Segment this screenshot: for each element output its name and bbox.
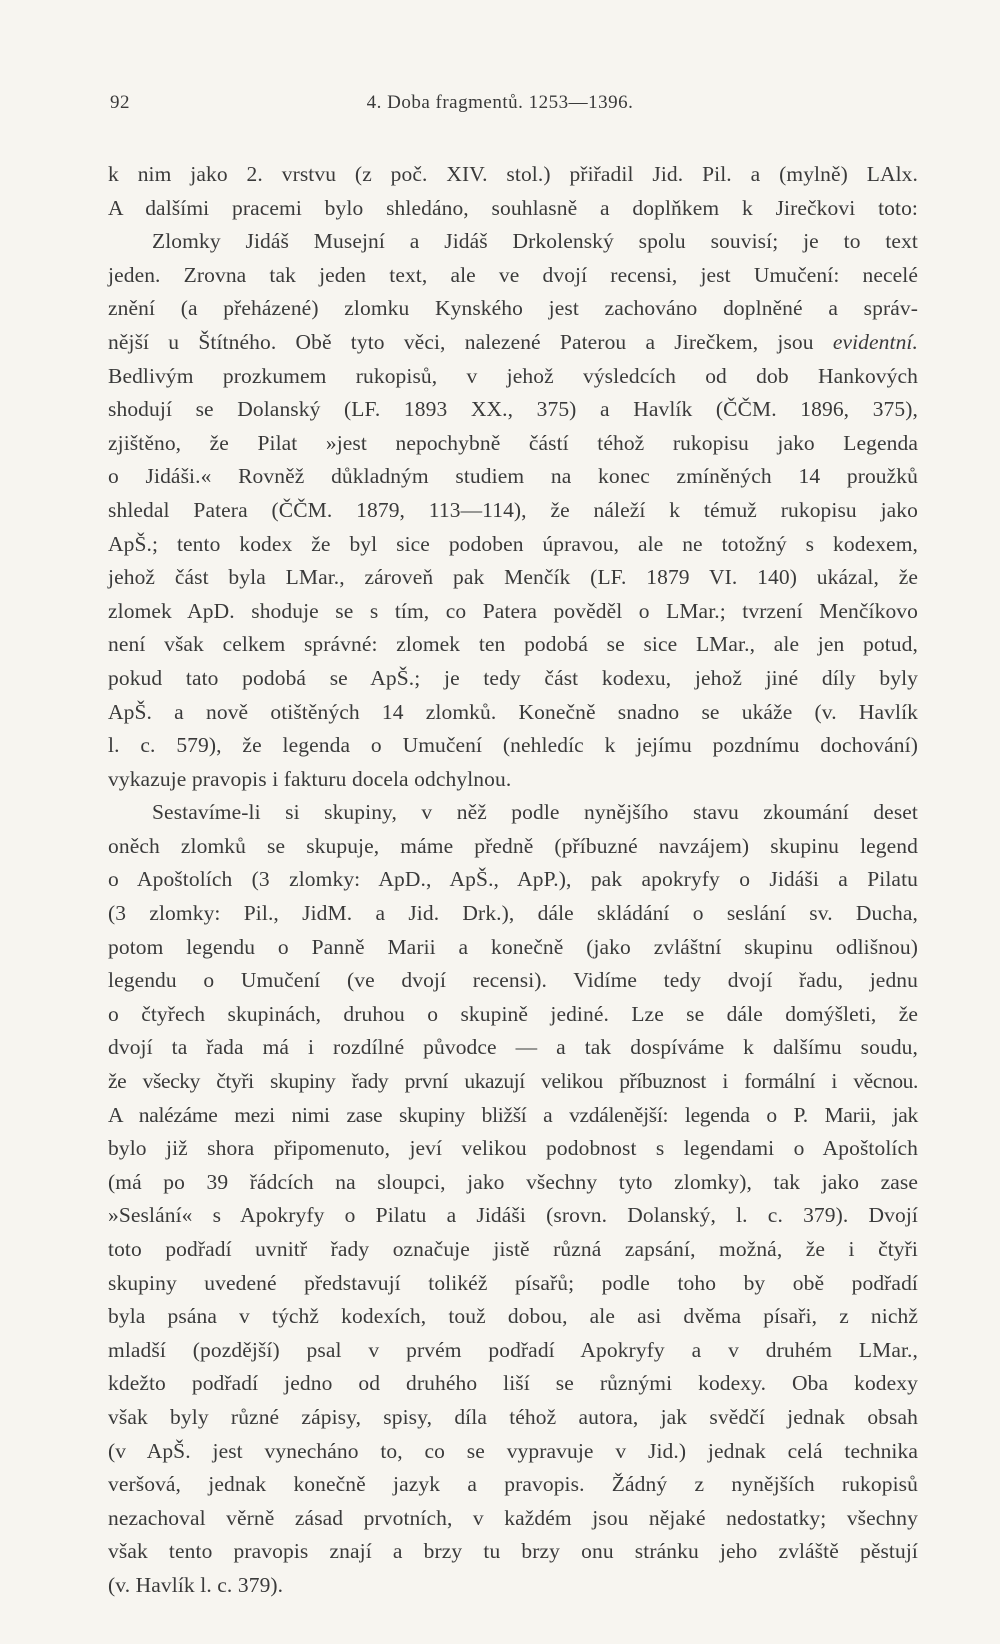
text-line: nezachoval věrně zásad prvotních, v každém jsou nějaké nedostatky; všechny <box>108 1505 918 1530</box>
text-line: ApŠ. a nově otištěných 14 zlomků. Konečně snadno se ukáže (v. Havlík <box>108 699 918 724</box>
text-line: veršová, jednak konečně jazyk a pravopis. Žádný z nynějších rukopisů <box>108 1472 918 1497</box>
text-line: A dalšími pracemi bylo shledáno, souhlasně a doplňkem k Jirečkovi toto: <box>108 195 918 220</box>
text-line: byla psána v týchž kodexích, touž dobou, ale asi dvěma písaři, z nichž <box>108 1304 918 1329</box>
text-line: kdežto podřadí jedno od druhého liší se různými kodexy. Oba kodexy <box>108 1371 918 1396</box>
text-line: potom legendu o Panně Marii a konečně (jako zvláštní skupinu odlišnou) <box>108 934 918 959</box>
text-line: pokud tato podobá se ApŠ.; je tedy část kodexu, jehož jiné díly byly <box>108 665 918 690</box>
text-line: (v ApŠ. jest vynecháno to, co se vypravuje v Jid.) jednak celá technika <box>108 1438 918 1463</box>
emphasis-text: evidentní. <box>832 329 918 354</box>
text-line: že všecky čtyři skupiny řady první ukazují velikou příbuznost i formální i věcnou. <box>108 1069 918 1094</box>
text-body <box>108 158 918 1603</box>
text-line: o Jidáši.« Rovněž důkladným studiem na konec zmíněných 14 proužků <box>108 464 918 489</box>
text-line <box>108 326 918 360</box>
text-line: skupiny uvedené představují tolikéž písařů; podle toho by obě podřadí <box>108 1270 918 1295</box>
text-line: o čtyřech skupinách, druhou o skupině jediné. Lze se dále domýšleti, že <box>108 1001 918 1026</box>
text-line: k nim jako 2. vrstvu (z poč. XIV. stol.) přiřadil Jid. Pil. a (mylně) LAlx. <box>108 162 918 186</box>
text-line: shledal Patera (ČČM. 1879, 113—114), že náleží k témuž rukopisu jako <box>108 497 918 522</box>
text-line: toto podřadí uvnitř řady označuje jistě různá zapsání, možná, že i čtyři <box>108 1237 918 1261</box>
text-line: není však celkem správné: zlomek ten podobá se sice LMar., ale jen potud, <box>108 632 918 657</box>
text-line: zjištěno, že Pilat »jest nepochybně částí téhož rukopisu jako Legenda <box>108 430 918 455</box>
text-line: (3 zlomky: Pil., JidM. a Jid. Drk.), dále skládání o seslání sv. Ducha, <box>108 901 918 926</box>
text-line: A nalézáme mezi nimi zase skupiny bližší a vzdálenější: legenda o P. Marii, jak <box>108 1102 918 1127</box>
text-line: jeden. Zrovna tak jeden text, ale ve dvojí recensi, jest Umučení: necelé <box>108 262 918 287</box>
text-line: mladší (pozdější) psal v prvém podřadí Apokryfy a v druhém LMar., <box>108 1337 918 1362</box>
text-line: však byly různé zápisy, spisy, díla téhož autora, jak svědčí jednak obsah <box>108 1404 918 1429</box>
text-line: Zlomky Jidáš Musejní a Jidáš Drkolenský spolu souvisí; je to text <box>152 229 918 254</box>
text-line: dvojí ta řada má i rozdílné původce — a tak dospíváme k dalšímu soudu, <box>108 1035 918 1060</box>
page-number: 92 <box>110 92 130 113</box>
text-line: vykazuje pravopis i fakturu docela odchylnou. <box>108 766 512 791</box>
text-line: o Apoštolích (3 zlomky: ApD., ApŠ., ApP.), pak apokryfy o Jidáši a Pilatu <box>108 867 918 892</box>
text-line: oněch zlomků se skupuje, máme předně (příbuzné navzájem) skupinu legend <box>108 833 918 858</box>
page-header <box>0 92 1000 122</box>
text-line: bylo již shora připomenuto, jeví velikou podobnost s legendami o Apoštolích <box>108 1136 918 1161</box>
text-line: (v. Havlík l. c. 379). <box>108 1572 284 1597</box>
running-title: 4. Doba fragmentů. 1253—1396. <box>366 92 634 113</box>
text-line: l. c. 579), že legenda o Umučení (nehledíc k jejímu pozdnímu dochování) <box>108 733 918 758</box>
text-line: Bedlivým prozkumem rukopisů, v jehož výsledcích od dob Hankových <box>108 363 918 388</box>
text-line: však tento pravopis znají a brzy tu brzy onu stránku jeho zvláště pěstují <box>108 1539 918 1564</box>
text-line: ApŠ.; tento kodex že byl sice podoben úpravou, ale ne totožný s kodexem, <box>108 531 918 556</box>
text-line: znění (a přeházené) zlomku Kynského jest zachováno doplněné a správ- <box>108 296 918 321</box>
text-line: (má po 39 řádcích na sloupci, jako všechny tyto zlomky), tak jako zase <box>108 1169 918 1194</box>
text-line: zlomek ApD. shoduje se s tím, co Patera pověděl o LMar.; tvrzení Menčíkovo <box>108 598 918 623</box>
text-line: jehož část byla LMar., zároveň pak Menčík (LF. 1879 VI. 140) ukázal, že <box>108 565 918 590</box>
text-segment: nější u Štítného. Obě tyto věci, nalezené Paterou a Jirečkem, jsou <box>108 329 833 354</box>
text-line: shodují se Dolanský (LF. 1893 XX., 375) a Havlík (ČČM. 1896, 375), <box>108 397 918 422</box>
text-line: legendu o Umučení (ve dvojí recensi). Vidíme tedy dvojí řadu, jednu <box>108 968 918 993</box>
text-line: »Seslání« s Apokryfy o Pilatu a Jidáši (srovn. Dolanský, l. c. 379). Dvojí <box>108 1203 918 1228</box>
text-line: Sestavíme-li si skupiny, v něž podle nynějšího stavu zkoumání deset <box>152 800 918 825</box>
